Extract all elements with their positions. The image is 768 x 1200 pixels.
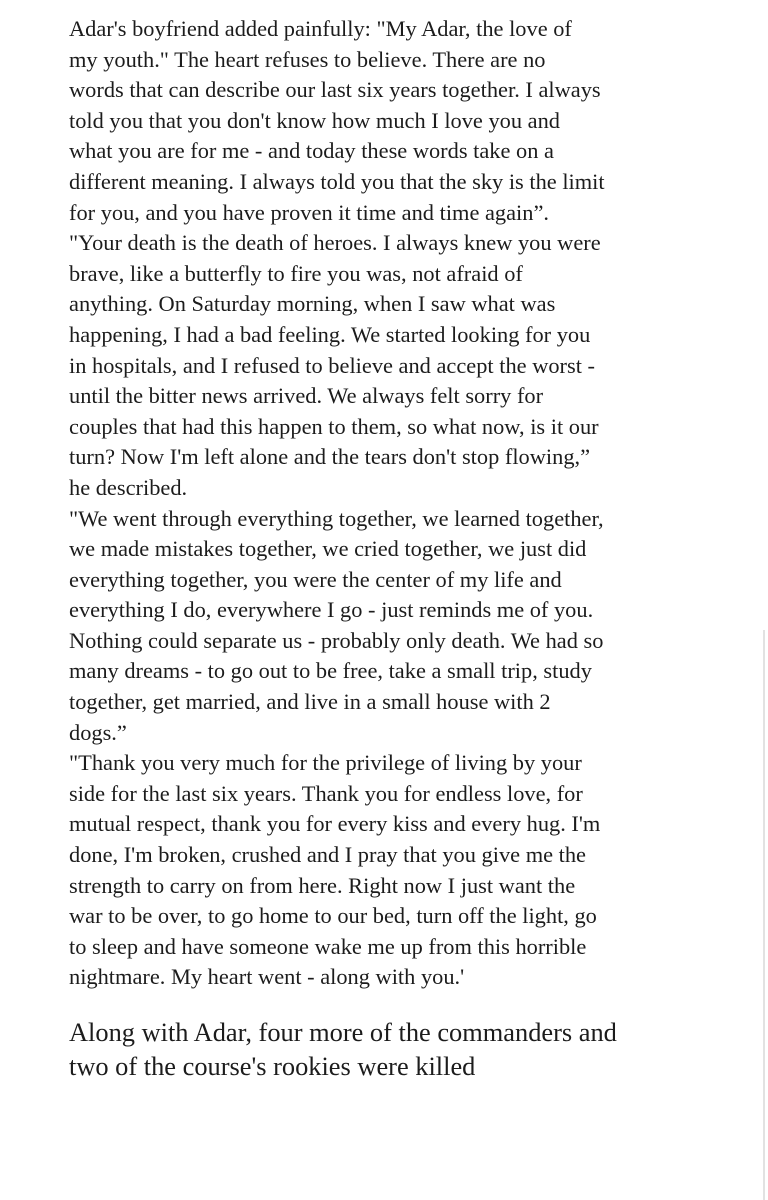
text-line: turn? Now I'm left alone and the tears don't stop flowing,” bbox=[69, 444, 591, 470]
text-line: Adar's boyfriend added painfully: "My Adar, the love of bbox=[69, 16, 572, 41]
text-line: told you that you don't know how much I love you and bbox=[69, 107, 560, 133]
text-line: different meaning. I always told you that the sky is the limit bbox=[69, 168, 605, 194]
text-line: everything I do, everywhere I go - just reminds me of you. bbox=[69, 597, 594, 623]
text-line: brave, like a butterfly to fire you was, not afraid of bbox=[69, 260, 523, 286]
text-line: he described. bbox=[69, 474, 188, 500]
text-line: we made mistakes together, we cried together, we just did bbox=[69, 536, 587, 562]
text-line: nightmare. My heart went - along with you.' bbox=[69, 964, 465, 990]
text-line: what you are for me - and today these words take on a bbox=[69, 138, 554, 164]
text-line: many dreams - to go out to be free, take a small trip, study bbox=[69, 658, 592, 684]
text-line: everything together, you were the center of my life and bbox=[69, 566, 562, 592]
text-line: side for the last six years. Thank you for endless love, for bbox=[69, 780, 583, 806]
quote-paragraph-2 bbox=[69, 228, 749, 503]
text-line: to sleep and have someone wake me up from this horrible bbox=[69, 933, 587, 959]
text-line: anything. On Saturday morning, when I saw what was bbox=[69, 291, 556, 317]
section-subheading bbox=[69, 1015, 749, 1083]
scrollbar-track[interactable] bbox=[763, 630, 765, 1200]
text-line: in hospitals, and I refused to believe and accept the worst - bbox=[69, 352, 596, 378]
text-line: done, I'm broken, crushed and I pray that you give me the bbox=[69, 842, 586, 868]
text-line: "Your death is the death of heroes. I always knew you were bbox=[69, 230, 601, 256]
text-line: mutual respect, thank you for every kiss and every hug. I'm bbox=[69, 811, 601, 837]
article-body bbox=[69, 14, 749, 1083]
text-line: dogs.” bbox=[69, 719, 127, 745]
text-line: words that can describe our last six years together. I always bbox=[69, 77, 601, 103]
text-line: until the bitter news arrived. We always felt sorry for bbox=[69, 383, 544, 409]
text-line: for you, and you have proven it time and time again”. bbox=[69, 199, 550, 225]
subheading-line: Along with Adar, four more of the commanders and bbox=[69, 1017, 617, 1047]
text-line: couples that had this happen to them, so what now, is it our bbox=[69, 413, 599, 439]
quote-paragraph-3 bbox=[69, 504, 749, 749]
subheading-line: two of the course's rookies were killed bbox=[69, 1051, 476, 1081]
text-line: "Thank you very much for the privilege of living by your bbox=[69, 750, 582, 776]
text-line: strength to carry on from here. Right now I just want the bbox=[69, 872, 576, 898]
text-line: war to be over, to go home to our bed, turn off the light, go bbox=[69, 903, 597, 929]
text-line: my youth." The heart refuses to believe. There are no bbox=[69, 46, 546, 72]
text-line: "We went through everything together, we learned together, bbox=[69, 505, 604, 531]
quote-paragraph-1 bbox=[69, 14, 749, 228]
text-line: happening, I had a bad feeling. We started looking for you bbox=[69, 321, 591, 347]
text-line: together, get married, and live in a small house with 2 bbox=[69, 689, 551, 715]
text-line: Nothing could separate us - probably only death. We had so bbox=[69, 627, 604, 653]
quote-paragraph-4 bbox=[69, 748, 749, 993]
